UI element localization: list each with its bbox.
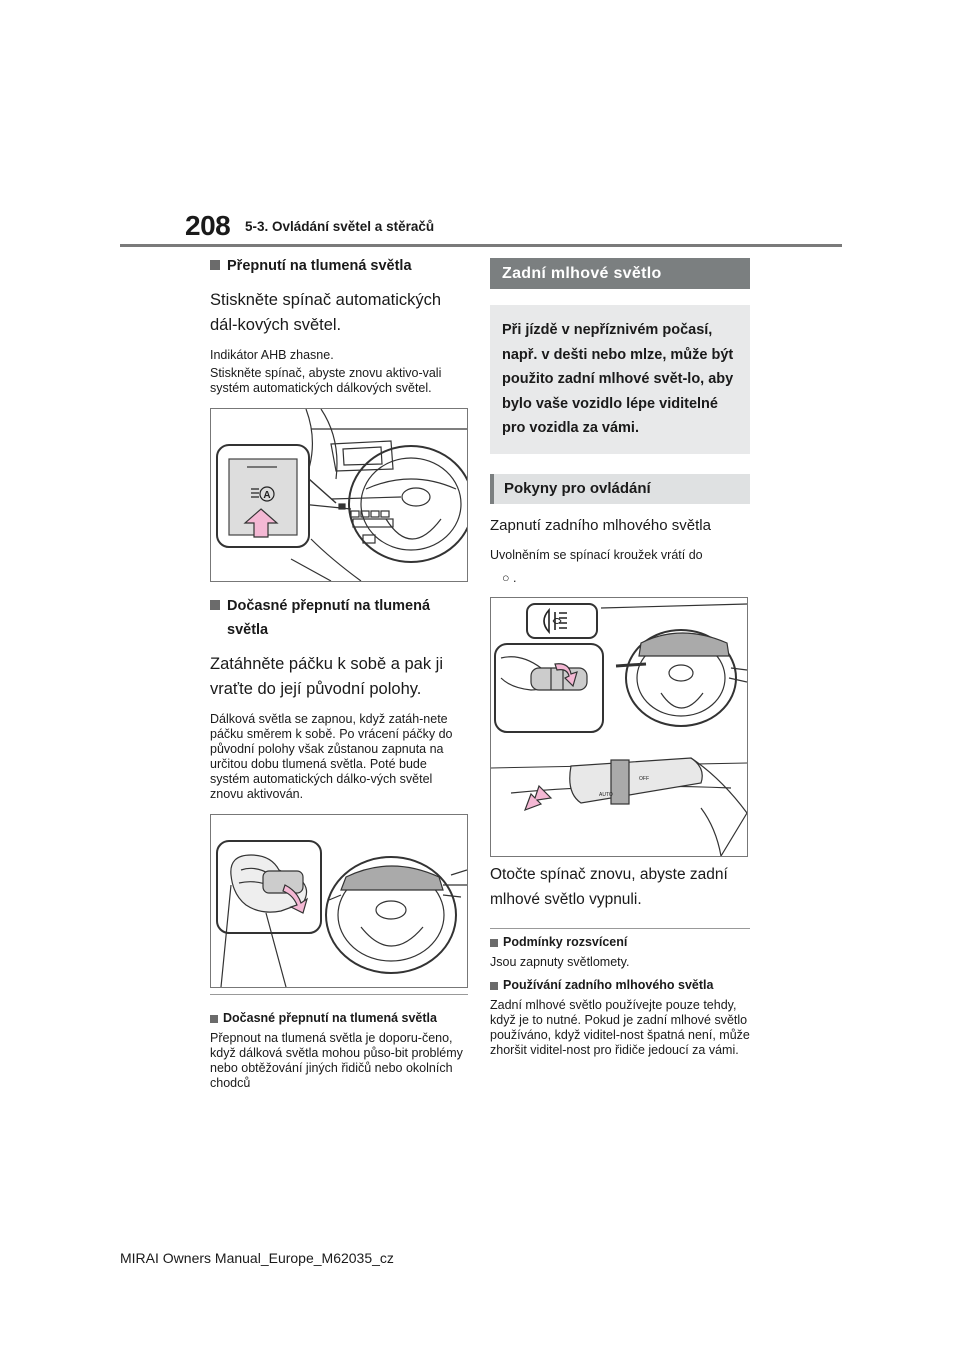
heading-low-beam: Přepnutí na tlumená světla [210, 254, 468, 278]
note-headlights-on: Jsou zapnuty světlomety. [490, 954, 630, 969]
instruction-turn-off-fog: Otočte spínač znovu, abyste zadní mlhové světlo vypnuli. [490, 865, 728, 908]
divider [490, 928, 750, 929]
dashboard-illustration [211, 409, 467, 581]
note-fog-usage: Zadní mlhové světlo používejte pouze tehdy, když je to nutné. Pokud je zadní mlhové světlo používáno, když viditel-nost špatná není, může zhoršit viditel-nost pro řidiče jedoucí za vámi. [490, 997, 750, 1057]
instruction-press-switch: Stiskněte spínač automatických dál-kových světel. [210, 291, 442, 334]
figure-ahb-switch [210, 408, 468, 582]
heading-using-fog: Používání zadního mlhového světla [490, 978, 750, 993]
off-position-symbol: ○ [502, 570, 510, 585]
section-banner-rear-fog: Zadní mlhové světlo [490, 258, 750, 289]
figure-lever-pull [210, 814, 468, 988]
note-recommendation: Přepnout na tlumená světla je doporu-čeno, když dálková světla mohou půso-bit problémy nebo obtěžování jiných řidičů nebo okolních chodců [210, 1031, 463, 1090]
square-bullet-icon [490, 982, 498, 990]
note-high-beams: Dálková světla se zapnou, když zatáh-nete páčku směrem k sobě. Po vrácení páčky do původní polohy však zůstanou zapnuta na určitou dobu tlumená světla. Poté bude systém automatických dálko-vých světel znovu aktivován. [210, 712, 453, 801]
heading-temporary-note: Dočasné přepnutí na tlumená světla [210, 1011, 468, 1026]
lever-illustration [211, 815, 467, 987]
heading-conditions: Podmínky rozsvícení [490, 935, 750, 950]
footer-document-id: MIRAI Owners Manual_Europe_M62035_cz [120, 1250, 394, 1266]
header-rule [120, 244, 842, 247]
switch-label-auto: AUTO [599, 791, 613, 798]
note-ring-position: ○ . [502, 570, 517, 585]
page-number: 208 [185, 210, 231, 241]
ahb-symbol-label: A [263, 490, 271, 501]
section-title: 5-3. Ovládání světel a stěračů [245, 219, 435, 234]
figure-fog-switch [490, 597, 748, 857]
instruction-pull-lever: Zatáhněte páčku k sobě a pak ji vraťte do její původní polohy. [210, 655, 443, 698]
intro-box: Při jízdě v nepříznivém počasí, např. v dešti nebo mlze, může být použito zadní mlhové svět-lo, aby bylo vaše vozidlo lépe viditelné pro vozidla za vámi. [490, 305, 750, 454]
square-bullet-icon [210, 600, 220, 610]
section-banner-operating: Pokyny pro ovládání [490, 474, 750, 504]
fog-switch-illustration [491, 598, 747, 856]
note-ring-returns: Uvolněním se spínací kroužek vrátí do [490, 547, 703, 562]
switch-label-off: OFF [639, 775, 649, 782]
divider [210, 994, 468, 995]
square-bullet-icon [210, 260, 220, 270]
note-ahb-off: Indikátor AHB zhasne. [210, 348, 334, 362]
heading-temporary-low-beam: Dočasné přepnutí na tlumená světla [210, 594, 468, 642]
right-column [490, 258, 750, 1058]
left-column [210, 254, 468, 1091]
note-reactivate: Stiskněte spínač, abyste znovu aktivo-vali systém automatických dálkových světel. [210, 366, 442, 395]
square-bullet-icon [210, 1015, 218, 1023]
instruction-turn-on-fog: Zapnutí zadního mlhového světla [490, 516, 711, 534]
square-bullet-icon [490, 939, 498, 947]
